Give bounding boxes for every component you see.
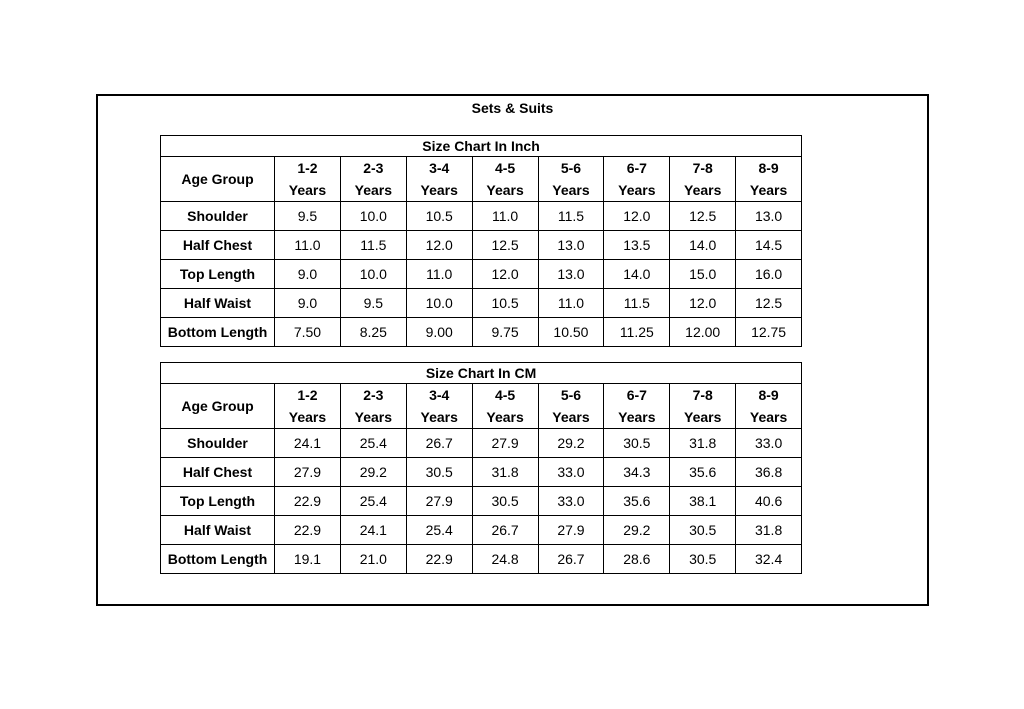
row-label: Half Chest [161,231,275,260]
table-cell: 24.1 [340,516,406,545]
table-cell: 11.25 [604,318,670,347]
table-cell: 21.0 [340,545,406,574]
table-cell: 35.6 [670,458,736,487]
age-column-header: 6-7 Years [604,157,670,202]
table-cell: 34.3 [604,458,670,487]
age-column-header: 7-8 Years [670,157,736,202]
row-label: Top Length [161,487,275,516]
table-cell: 12.5 [670,202,736,231]
table-cell: 10.50 [538,318,604,347]
table-cell: 30.5 [670,516,736,545]
table-cell: 14.5 [736,231,802,260]
table-cell: 14.0 [604,260,670,289]
table-row [161,231,802,260]
age-column-header: 8-9 Years [736,384,802,429]
table-cell: 29.2 [604,516,670,545]
table-cell: 11.0 [538,289,604,318]
row-label: Bottom Length [161,318,275,347]
table-cell: 33.0 [538,487,604,516]
age-column-header: 8-9 Years [736,157,802,202]
table-row [161,289,802,318]
table-cell: 24.8 [472,545,538,574]
age-column-header: 2-3 Years [340,157,406,202]
table-cell: 13.0 [736,202,802,231]
table-cell: 12.00 [670,318,736,347]
table-row [161,429,802,458]
age-column-header: 1-2 Years [275,384,341,429]
table-row [161,516,802,545]
table-cell: 24.1 [275,429,341,458]
table-cell: 26.7 [406,429,472,458]
age-column-header: 4-5 Years [472,384,538,429]
age-column-header: 3-4 Years [406,157,472,202]
table-cell: 29.2 [340,458,406,487]
table-cell: 31.8 [736,516,802,545]
table-cell: 22.9 [275,487,341,516]
table-cell: 22.9 [275,516,341,545]
table-cell: 22.9 [406,545,472,574]
table-cell: 30.5 [670,545,736,574]
table-cell: 9.00 [406,318,472,347]
table-cell: 9.5 [340,289,406,318]
age-column-header: 6-7 Years [604,384,670,429]
table-cell: 27.9 [472,429,538,458]
table-cell: 12.5 [472,231,538,260]
table-cell: 27.9 [275,458,341,487]
table-cell: 28.6 [604,545,670,574]
table-cell: 12.0 [670,289,736,318]
age-column-header: 5-6 Years [538,157,604,202]
table-cell: 36.8 [736,458,802,487]
table-row [161,260,802,289]
table-cell: 7.50 [275,318,341,347]
table-cell: 27.9 [406,487,472,516]
table-row [161,487,802,516]
row-label: Half Waist [161,516,275,545]
table-cell: 11.0 [472,202,538,231]
table-caption: Size Chart In CM [161,363,802,384]
table-row [161,202,802,231]
table-cell: 26.7 [538,545,604,574]
age-group-header: Age Group [161,157,275,202]
table-cell: 10.0 [340,202,406,231]
size-chart-inch-table [160,135,802,347]
age-group-header: Age Group [161,384,275,429]
table-cell: 29.2 [538,429,604,458]
page-title: Sets & Suits [471,100,554,116]
row-label: Top Length [161,260,275,289]
table-cell: 13.5 [604,231,670,260]
table-cell: 12.5 [736,289,802,318]
table-cell: 15.0 [670,260,736,289]
row-label: Half Waist [161,289,275,318]
table-cell: 9.75 [472,318,538,347]
row-label: Shoulder [161,429,275,458]
table-cell: 13.0 [538,260,604,289]
table-cell: 10.5 [406,202,472,231]
age-column-header: 1-2 Years [275,157,341,202]
table-cell: 26.7 [472,516,538,545]
age-column-header: 7-8 Years [670,384,736,429]
table-cell: 12.0 [406,231,472,260]
table-cell: 19.1 [275,545,341,574]
size-chart-cm-table [160,362,802,574]
table-cell: 30.5 [406,458,472,487]
table-cell: 31.8 [670,429,736,458]
table-cell: 9.0 [275,260,341,289]
table-row [161,545,802,574]
table-cell: 32.4 [736,545,802,574]
table-cell: 10.5 [472,289,538,318]
table-cell: 12.75 [736,318,802,347]
table-cell: 30.5 [604,429,670,458]
table-cell: 33.0 [538,458,604,487]
row-label: Bottom Length [161,545,275,574]
table-caption: Size Chart In Inch [161,136,802,157]
table-cell: 11.0 [406,260,472,289]
table-cell: 13.0 [538,231,604,260]
table-cell: 16.0 [736,260,802,289]
table-cell: 40.6 [736,487,802,516]
table-cell: 35.6 [604,487,670,516]
table-row [161,458,802,487]
table-cell: 12.0 [604,202,670,231]
table-body [161,429,802,574]
table-cell: 31.8 [472,458,538,487]
table-cell: 10.0 [340,260,406,289]
table-cell: 8.25 [340,318,406,347]
table-cell: 25.4 [340,429,406,458]
table-cell: 11.5 [340,231,406,260]
table-cell: 25.4 [340,487,406,516]
table-body [161,202,802,347]
table-cell: 30.5 [472,487,538,516]
table-cell: 38.1 [670,487,736,516]
document-frame [96,94,929,606]
table-cell: 9.0 [275,289,341,318]
table-cell: 25.4 [406,516,472,545]
table-cell: 27.9 [538,516,604,545]
table-cell: 33.0 [736,429,802,458]
table-cell: 11.5 [604,289,670,318]
row-label: Shoulder [161,202,275,231]
table-cell: 9.5 [275,202,341,231]
table-cell: 14.0 [670,231,736,260]
table-cell: 11.5 [538,202,604,231]
age-column-header: 5-6 Years [538,384,604,429]
table-cell: 12.0 [472,260,538,289]
age-column-header: 4-5 Years [472,157,538,202]
age-column-header: 2-3 Years [340,384,406,429]
table-cell: 11.0 [275,231,341,260]
row-label: Half Chest [161,458,275,487]
age-column-header: 3-4 Years [406,384,472,429]
table-row [161,318,802,347]
table-cell: 10.0 [406,289,472,318]
